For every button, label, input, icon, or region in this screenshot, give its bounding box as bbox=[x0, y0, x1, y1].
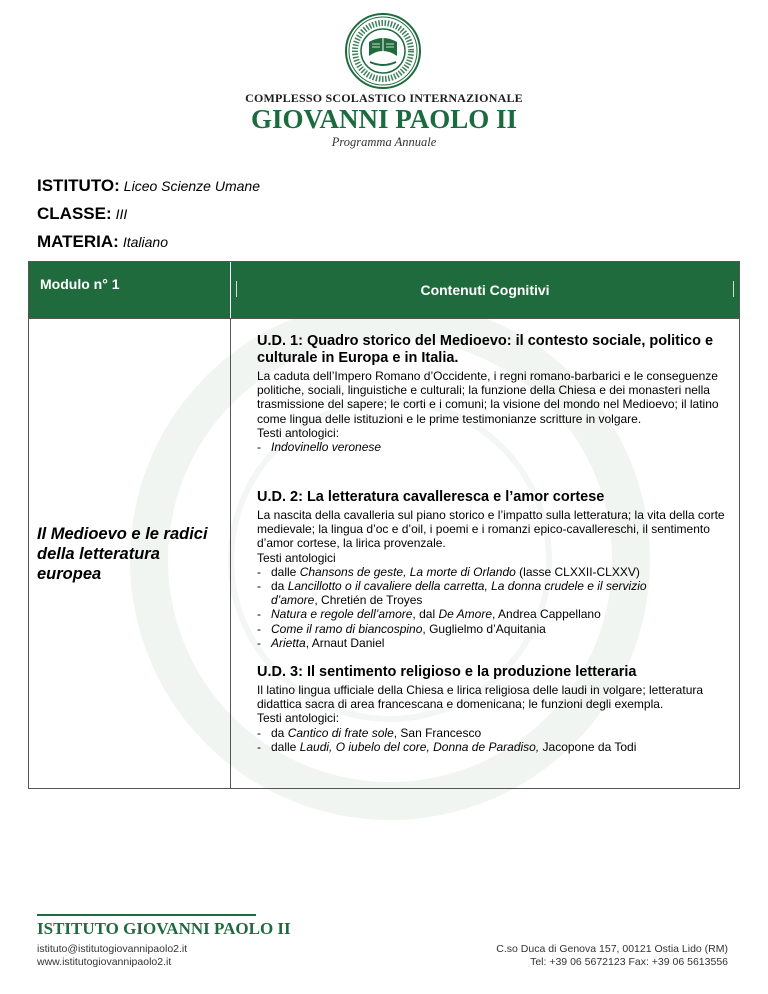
list-item: - Indovinello veronese bbox=[257, 440, 382, 455]
school-subtitle: COMPLESSO SCOLASTICO INTERNAZIONALE bbox=[245, 91, 523, 105]
content-header-cell bbox=[231, 262, 739, 318]
istituto-value: Liceo Scienze Umane bbox=[123, 178, 260, 194]
program-table bbox=[28, 261, 740, 789]
ud3-block bbox=[257, 664, 743, 754]
module-header-cell bbox=[29, 262, 230, 318]
istituto-line bbox=[37, 176, 260, 196]
list-item: - Natura e regole dell’amore, dal De Amore, Andrea Cappellano bbox=[257, 607, 601, 622]
classe-line bbox=[37, 204, 127, 224]
module-title: Il Medioevo e le radici della letteratura europea bbox=[37, 525, 208, 583]
school-seal-logo bbox=[344, 12, 422, 90]
list-item: - da Cantico di frate sole, San Francesco bbox=[257, 725, 482, 740]
classe-label: CLASSE: bbox=[37, 204, 112, 223]
footer-contact bbox=[37, 943, 187, 969]
list-item: - dalle Laudi, O iubelo del core, Donna de Paradiso, Jacopone da Todi bbox=[257, 739, 637, 754]
footer-phone: Tel: +39 06 5672123 Fax: +39 06 5613556 bbox=[530, 956, 728, 968]
ud2-texts-label: Testi antologici bbox=[257, 550, 336, 565]
list-item: - Come il ramo di biancospino, Guglielmo d’Aquitania bbox=[257, 621, 546, 636]
ud3-texts-label: Testi antologici: bbox=[257, 711, 340, 726]
list-item-continuation: d’amore, Chretién de Troyes bbox=[271, 593, 423, 608]
list-item: - dalle Chansons de geste, La morte di Orlando (lasse CLXXII-CLXXV) bbox=[257, 564, 640, 579]
program-label: Programma Annuale bbox=[331, 135, 437, 149]
ud2-block bbox=[257, 489, 743, 650]
footer-website[interactable]: www.istitutogiovannipaolo2.it bbox=[37, 956, 172, 968]
ud1-title: U.D. 1: Quadro storico del Medioevo: il contesto sociale, politico e culturale in Europa e in Italia. bbox=[257, 333, 714, 366]
school-name: GIOVANNI PAOLO II bbox=[250, 104, 518, 134]
ud1-body: La caduta dell’Impero Romano d’Occidente, i regni romano-barbarici e le conseguenze politiche, sociali, linguistiche e culturali; la funzione della Chiesa e dei monasteri nella trasmissione del sapere; le corti e i comuni; la visione del mondo nel Medioevo; il latino come lingua delle istituzioni e le prime testimonianze scritture in volgare. bbox=[257, 369, 719, 426]
materia-value: Italiano bbox=[122, 234, 168, 250]
footer-email[interactable]: istituto@istitutogiovannipaolo2.it bbox=[37, 943, 188, 955]
ud2-body: La nascita della cavalleria sul piano storico e l’impatto sulla letteratura; la vita della corte medievale; la lingua d’oc e d’oil, i poemi e i romanzi epico-cavallereschi, il sentimento d’amor cortese, la lirica provenzale. bbox=[257, 508, 725, 551]
istituto-label: ISTITUTO: bbox=[37, 176, 120, 195]
content-header: Contenuti Cognitivi bbox=[420, 282, 550, 298]
materia-label: MATERIA: bbox=[37, 232, 119, 251]
ud3-title: U.D. 3: Il sentimento religioso e la produzione letteraria bbox=[257, 664, 637, 680]
footer-address-block bbox=[496, 943, 728, 969]
ud3-body: Il latino lingua ufficiale della Chiesa e lirica religiosa delle laudi in volgare; letteratura didattica sacra di area francescana e domenicana; le funzioni degli exempla. bbox=[257, 683, 704, 712]
list-item: - Arietta, Arnaut Daniel bbox=[257, 635, 385, 650]
materia-line bbox=[37, 232, 168, 252]
module-header: Modulo n° 1 bbox=[40, 276, 120, 292]
footer-divider bbox=[37, 914, 256, 916]
classe-value: III bbox=[115, 206, 128, 222]
ud2-title: U.D. 2: La letteratura cavalleresca e l’amor cortese bbox=[257, 489, 605, 505]
footer-institute-name: ISTITUTO GIOVANNI PAOLO II bbox=[37, 919, 291, 938]
ud1-block bbox=[257, 333, 743, 454]
footer-address: C.so Duca di Genova 157, 00121 Ostia Lido (RM) bbox=[496, 943, 728, 955]
ud1-texts-label: Testi antologici: bbox=[257, 425, 340, 440]
list-item: - da Lancillotto o il cavaliere della carretta, La donna crudele e il servizio bbox=[257, 579, 647, 594]
